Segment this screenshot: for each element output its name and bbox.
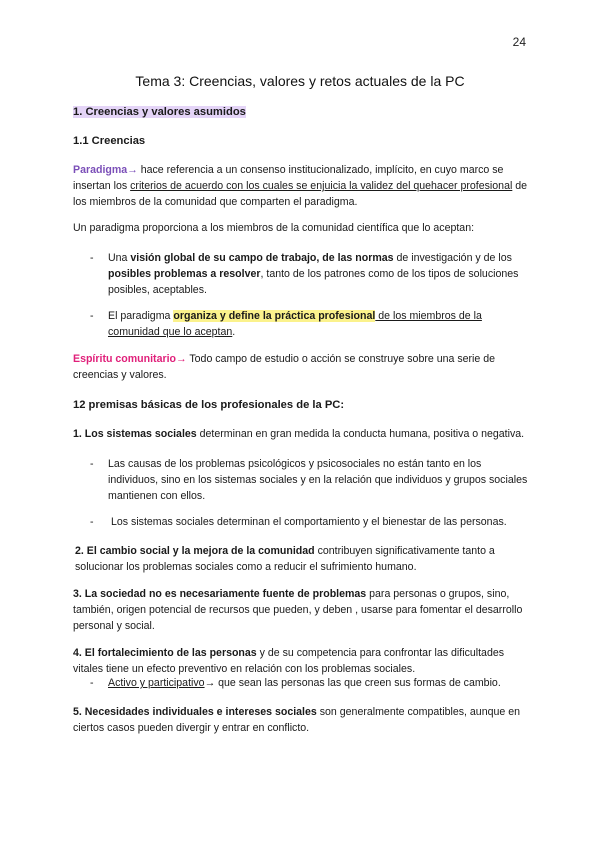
premisa-3-bold: 3. La sociedad no es necesariamente fuente de problemas	[73, 588, 367, 600]
paradigma-underline: criterios de acuerdo con los cuales se enjuicia la validez del quehacer profesional	[130, 180, 513, 192]
paradigma-paragraph	[73, 162, 529, 210]
paradigma-text-1: hace referencia a un consenso institucionalizado, implícito, en cuyo marco se insertan los	[73, 164, 504, 192]
bullet-2-text-2: .	[232, 326, 236, 338]
bullet-dash: -	[90, 516, 94, 528]
bullet-1-bold-2: posibles problemas a resolver	[108, 268, 261, 280]
premisa-5-text: son generalmente compatibles, aunque en ciertos casos pueden divergir y entrar en conflicto.	[73, 706, 520, 734]
bullet-2-underline: de los miembros de la comunidad que lo aceptan	[108, 310, 482, 338]
premisa-4-sub-text: → que sean las personas las que creen sus formas de cambio.	[204, 677, 501, 689]
premisa-5	[73, 704, 529, 736]
bullet-2	[108, 308, 528, 340]
bullet-dash: -	[90, 252, 94, 264]
premisa-4	[73, 645, 529, 677]
premisa-4-sub-underline: Activo y participativo	[108, 677, 205, 689]
bullet-2-highlight: organiza y define la práctica profesional	[173, 310, 376, 322]
premisa-1-sub-1: Las causas de los problemas psicológicos y psicosociales no están tanto en los individuos, sino en los sistemas sociales y en la relación que individuos y grupos sociales mantienen con ellos.	[108, 458, 528, 502]
premisa-3	[73, 586, 529, 634]
espiritu-term: Espíritu comunitario→	[73, 353, 187, 365]
premisa-4-bold: 4. El fortalecimiento de las personas	[73, 647, 257, 659]
bullet-1-text-1: Una	[108, 252, 131, 264]
premisa-3-text: para personas o grupos, sino, también, origen potencial de recursos que pueden, y deben , usarse para fomentar el desarrollo personal y social.	[73, 588, 523, 632]
premisa-2-bold: 2. El cambio social y la mejora de la comunidad	[75, 545, 315, 557]
paradigma-intro: Un paradigma proporciona a los miembros de la comunidad científica que lo aceptan:	[73, 222, 475, 234]
bullet-1-text-3: , tanto de los patrones como de los tipos de soluciones posibles, aceptables.	[108, 268, 519, 296]
section-heading-1	[73, 104, 529, 120]
bullet-dash: -	[90, 677, 94, 689]
espiritu-paragraph	[73, 351, 529, 383]
premisa-1-sub-2: Los sistemas sociales determinan el comportamiento y el bienestar de las personas.	[111, 516, 507, 528]
page-number: 24	[512, 35, 526, 49]
espiritu-text: Todo campo de estudio o acción se construye sobre una serie de creencias y valores.	[73, 353, 496, 381]
paradigma-text-2: de los miembros de la comunidad que comparten el paradigma.	[73, 180, 528, 208]
bullet-dash: -	[90, 458, 94, 470]
premisa-5-bold: 5. Necesidades individuales e intereses sociales	[73, 706, 317, 718]
bullet-dash: -	[90, 310, 94, 322]
premisa-4-sub-1	[108, 675, 528, 691]
premisa-1	[73, 426, 529, 442]
section-heading-1-text: 1. Creencias y valores asumidos	[73, 106, 246, 118]
premisa-2	[75, 543, 531, 575]
bullet-1-bold-1: visión global de su campo de trabajo, de las normas	[130, 252, 394, 264]
page-title: Tema 3: Creencias, valores y retos actuales de la PC	[135, 73, 465, 89]
bullet-1	[108, 250, 528, 298]
premisa-1-bold: 1. Los sistemas sociales	[73, 428, 197, 440]
bullet-1-text-2: de investigación y de los	[393, 252, 512, 264]
premisa-4-text: y de su competencia para confrontar las dificultades vitales tiene un efecto preventivo en relación con los problemas sociales.	[73, 647, 505, 675]
paradigma-term: Paradigma→	[73, 164, 138, 176]
bullet-2-text-1: El paradigma	[108, 310, 174, 322]
section-heading-1-1: 1.1 Creencias	[73, 135, 146, 147]
premisa-2-text: contribuyen significativamente tanto a solucionar los problemas sociales como a reducir el sufrimiento humano.	[75, 545, 495, 573]
premisa-1-text: determinan en gran medida la conducta humana, positiva o negativa.	[196, 428, 525, 440]
premisas-heading: 12 premisas básicas de los profesionales de la PC:	[73, 399, 345, 411]
